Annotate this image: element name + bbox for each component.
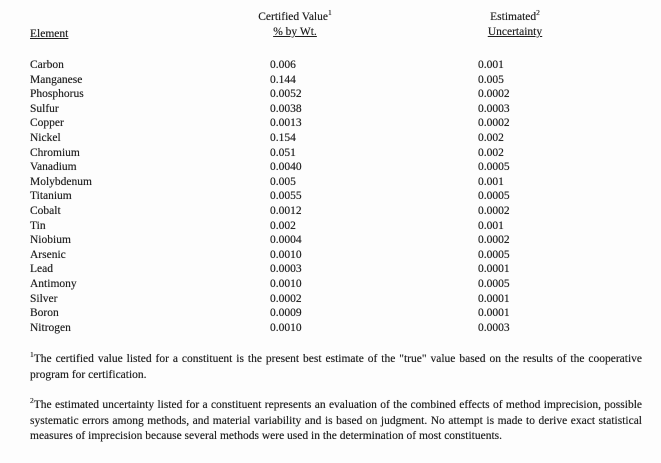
certified-value: 0.0055: [270, 190, 302, 203]
estimated-uncertainty: 0.001: [478, 59, 504, 71]
table-row: [30, 160, 642, 175]
estimated-uncertainty: 0.001: [478, 175, 504, 188]
table-row: [30, 262, 642, 277]
table-row: [30, 102, 642, 117]
table-row: [30, 321, 642, 336]
certified-value-header-line1: [195, 10, 395, 25]
element-name: Molybdenum: [30, 175, 92, 188]
certified-value: 0.0002: [270, 292, 302, 305]
element-name: Titanium: [30, 190, 72, 203]
estimated-uncertainty: 0.0005: [478, 161, 510, 174]
table-row: [30, 204, 642, 219]
element-name: Nickel: [30, 131, 61, 144]
certified-value-footnote-mark: 1: [327, 8, 332, 18]
element-name: Carbon: [30, 59, 64, 71]
certified-value: 0.0013: [270, 117, 302, 130]
uncertainty-label: Uncertainty: [487, 26, 543, 38]
table-row: [30, 233, 642, 248]
estimated-uncertainty: 0.002: [478, 131, 504, 144]
percent-by-wt-label: % by Wt.: [273, 26, 317, 38]
footnote-text: The certified value listed for a constituent is the present best estimate of the "true" value based on the results of the cooperative program for certification.: [30, 353, 642, 381]
footnote-mark: 2: [30, 396, 34, 406]
table-row: [30, 277, 642, 292]
estimated-header-text: Estimated: [490, 11, 537, 23]
element-name: Niobium: [30, 234, 71, 247]
certified-value: 0.0004: [270, 234, 302, 247]
column-header-estimated-uncertainty: [415, 10, 615, 40]
element-name: Antimony: [30, 277, 77, 290]
estimated-uncertainty: 0.0005: [478, 248, 510, 261]
element-name: Arsenic: [30, 248, 66, 261]
estimated-uncertainty: 0.0005: [478, 277, 510, 290]
certified-value: 0.0010: [270, 248, 302, 261]
certified-value: 0.154: [270, 131, 296, 144]
estimated-uncertainty: 0.0001: [478, 292, 510, 305]
table-row: [30, 73, 642, 88]
estimated-uncertainty: 0.005: [478, 73, 504, 86]
element-name: Nitrogen: [30, 321, 71, 334]
certified-value: 0.0052: [270, 88, 302, 101]
estimated-uncertainty: 0.0001: [478, 263, 510, 276]
certified-value: 0.0040: [270, 161, 302, 174]
estimated-uncertainty: 0.0002: [478, 88, 510, 101]
element-name: Lead: [30, 263, 53, 276]
estimated-uncertainty: 0.001: [478, 219, 504, 232]
table-row: [30, 189, 642, 204]
column-header-element: Element: [30, 28, 69, 40]
certified-value: 0.002: [270, 219, 296, 232]
estimated-uncertainty: 0.0001: [478, 307, 510, 320]
uncertainty-header-line1: [415, 10, 615, 25]
element-name: Boron: [30, 307, 59, 320]
certified-value: 0.144: [270, 73, 296, 86]
element-name: Chromium: [30, 146, 80, 159]
table-header: [30, 8, 642, 40]
element-name: Cobalt: [30, 204, 61, 217]
element-name: Tin: [30, 219, 46, 232]
certified-value: 0.0038: [270, 102, 302, 115]
element-name: Sulfur: [30, 102, 59, 115]
certified-value-header-text: Certified Value: [258, 11, 328, 23]
certified-value: 0.0009: [270, 307, 302, 320]
estimated-uncertainty: 0.0002: [478, 204, 510, 217]
footnote-mark: 1: [30, 350, 34, 360]
certified-value: 0.0010: [270, 277, 302, 290]
certified-value-header-line2: [195, 25, 395, 40]
certified-value: 0.051: [270, 146, 296, 159]
table-row: [30, 131, 642, 146]
composition-table: [30, 8, 642, 335]
table-row: [30, 116, 642, 131]
table-row: [30, 58, 642, 73]
certified-value: 0.006: [270, 59, 296, 71]
table-row: [30, 87, 642, 102]
table-row: [30, 306, 642, 321]
uncertainty-header-line2: [415, 25, 615, 40]
element-name: Vanadium: [30, 161, 77, 174]
uncertainty-footnote-mark: 2: [536, 8, 540, 18]
estimated-uncertainty: 0.0005: [478, 190, 510, 203]
table-body: [30, 58, 642, 335]
estimated-uncertainty: 0.0002: [478, 234, 510, 247]
footnote: [30, 352, 642, 383]
estimated-uncertainty: 0.0002: [478, 117, 510, 130]
table-row: [30, 219, 642, 234]
estimated-uncertainty: 0.002: [478, 146, 504, 159]
element-name: Phosphorus: [30, 88, 84, 101]
table-row: [30, 292, 642, 307]
footnote-text: The estimated uncertainty listed for a constituent represents an evaluation of the combined effects of method imprecision, possible systematic errors among methods, and material variability and is based on judgment. No attempt is made to derive exact statistical measures of imprecision because several methods were used in the determination of most constituents.: [30, 399, 642, 443]
table-row: [30, 175, 642, 190]
certified-value: 0.005: [270, 175, 296, 188]
certified-value: 0.0010: [270, 321, 302, 334]
table-row: [30, 248, 642, 263]
estimated-uncertainty: 0.0003: [478, 102, 510, 115]
element-name: Manganese: [30, 73, 83, 86]
certified-value: 0.0003: [270, 263, 302, 276]
column-header-certified-value: [195, 10, 395, 40]
table-row: [30, 146, 642, 161]
footnotes: [30, 352, 642, 445]
element-name: Silver: [30, 292, 58, 305]
element-name: Copper: [30, 117, 64, 130]
estimated-uncertainty: 0.0003: [478, 321, 510, 334]
footnote: [30, 398, 642, 445]
certified-value: 0.0012: [270, 204, 302, 217]
